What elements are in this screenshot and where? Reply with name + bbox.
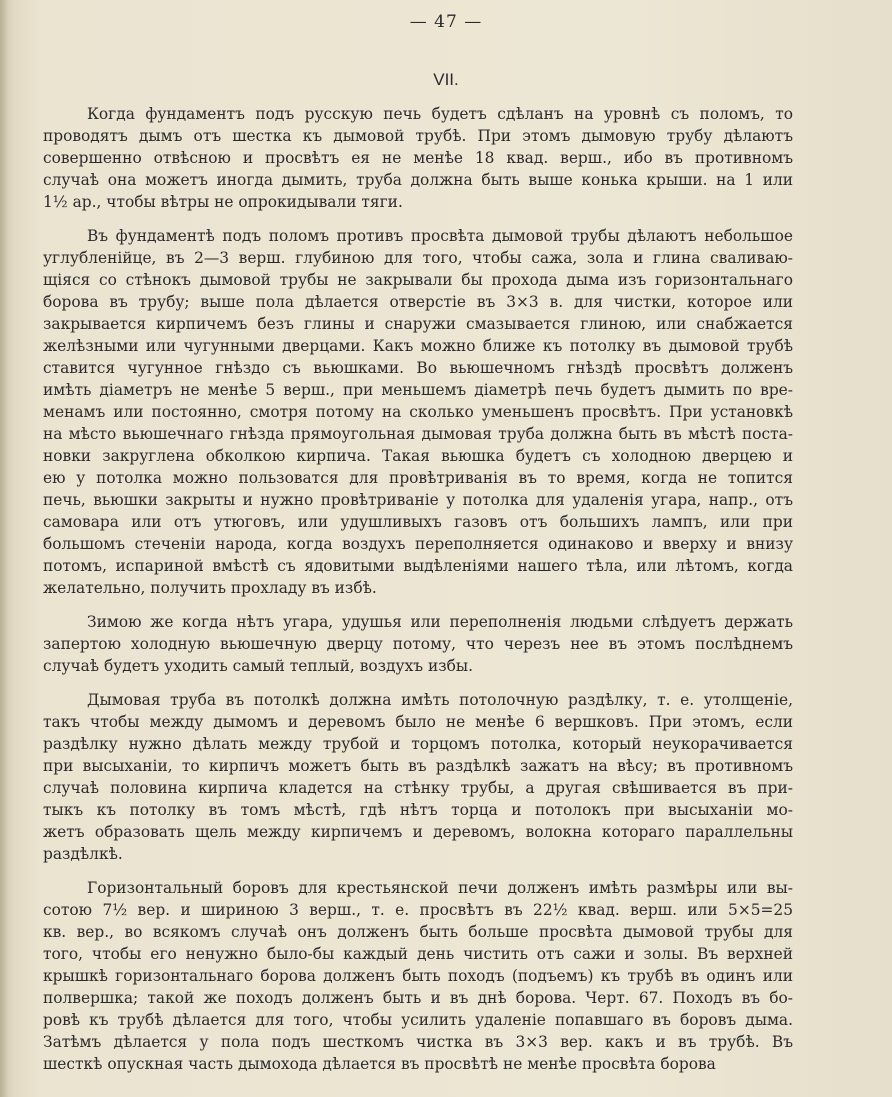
page-spine-shadow xyxy=(0,0,8,1097)
text-line: на мѣсто вьюшечнаго гнѣзда прямоугольная дымовая труба должна быть въ мѣстѣ поста- xyxy=(43,425,793,443)
text-line: Зимою же когда нѣтъ угара, удушья или переполненія людьми слѣдуетъ держать xyxy=(87,613,793,631)
text-line: сотою 7½ вер. и шириною 3 верш., т. е. просвѣтъ въ 22½ квад. верш. или 5×5=25 xyxy=(43,901,793,919)
page-number: — 47 — xyxy=(409,12,483,32)
text-line: потомъ, испариной вмѣстѣ съ ядовитыми выдѣленіями нашего тѣла, или лѣтомъ, когда xyxy=(43,557,793,575)
text-line: ровѣ къ трубѣ дѣлается для того, чтобы усилить удаленіе попавшаго въ боровъ дыма. xyxy=(43,1011,793,1029)
text-line: углубленійце, въ 2—3 верш. глубиною для того, чтобы сажа, зола и глина сваливаю- xyxy=(43,249,793,267)
text-line: раздѣлкѣ. xyxy=(43,845,123,863)
text-line: того, чтобы его ненужно было-бы каждый день чистить отъ сажи и золы. Въ верхней xyxy=(43,945,793,963)
text-line: печь, вьюшки закрыты и нужно провѣтриваніе у потолка для удаленія угара, напр., отъ xyxy=(43,491,793,509)
text-line: самовара или отъ утюговъ, или удушливыхъ газовъ отъ большихъ лампъ, или при xyxy=(43,513,793,531)
text-line: крышкѣ горизонтальнаго борова долженъ быть походъ (подъемъ) къ трубѣ въ одинъ или xyxy=(43,967,793,985)
text-line: раздѣлку нужно дѣлать между трубой и торцомъ потолка, который неукорачивается xyxy=(43,735,793,753)
section-heading: VII. xyxy=(433,70,459,89)
text-line: ставится чугунное гнѣздо съ вьюшками. Во вьюшечномъ гнѣздѣ просвѣтъ долженъ xyxy=(43,359,793,377)
text-line: шесткѣ опускная часть дымохода дѣлается въ просвѣтѣ не менѣе просвѣта борова xyxy=(43,1055,716,1073)
text-line: закрывается кирпичемъ безъ глины и снаружи смазывается глиною, или снабжается xyxy=(43,315,793,333)
text-line: такъ чтобы между дымомъ и деревомъ было не менѣе 6 вершковъ. При этомъ, если xyxy=(43,713,793,731)
text-line: тыкъ къ потолку въ томъ мѣстѣ, гдѣ нѣтъ торца и потолокъ при высыханіи мо- xyxy=(43,801,793,819)
text-line: запертою холодную вьюшечную дверцу потому, что черезъ нее въ этомъ послѣднемъ xyxy=(43,635,793,653)
text-line: случаѣ будетъ уходить самый теплый, воздухъ избы. xyxy=(43,657,473,675)
text-line: проводятъ дымъ отъ шестка къ дымовой трубѣ. При этомъ дымовую трубу дѣлаютъ xyxy=(43,127,793,145)
text-line: Когда фундаментъ подъ русскую печь будетъ сдѣланъ на уровнѣ съ поломъ, то xyxy=(87,105,793,123)
text-line: Горизонтальный боровъ для крестьянской печи долженъ имѣть размѣры или вы- xyxy=(87,879,793,897)
text-line: случаѣ она можетъ иногда дымить, труба должна быть выше конька крыши. на 1 или xyxy=(43,171,793,189)
paragraph xyxy=(43,225,793,599)
text-line: желательно, получить прохладу въ избѣ. xyxy=(43,579,377,597)
text-line: новки закруглена обколкою кирпича. Такая вьюшка будетъ съ холодною дверцею и xyxy=(43,447,793,465)
text-line: желѣзными или чугунными дверцами. Какъ можно ближе къ потолку въ дымовой трубѣ xyxy=(43,337,793,355)
text-line: щіяся со стѣнокъ дымовой трубы не закрывали бы прохода дыма изъ горизонтальнаго xyxy=(43,271,793,289)
text-line: ею у потолка можно пользоватся для провѣтриванія въ то время, когда не топится xyxy=(43,469,793,487)
paragraph xyxy=(43,103,793,213)
paragraph xyxy=(43,689,793,865)
text-line: случаѣ половина кирпича кладется на стѣнку трубы, а другая свѣшивается въ при- xyxy=(43,779,793,797)
paragraph xyxy=(43,877,793,1075)
text-line: менамъ или постоянно, смотря потому на сколько уменьшенъ просвѣтъ. При установкѣ xyxy=(43,403,793,421)
text-line: борова въ трубу; выше пола дѣлается отверстіе въ 3×3 в. для чистки, которое или xyxy=(43,293,793,311)
text-line: совершенно отвѣсною и просвѣтъ ея не менѣе 18 квад. верш., ибо въ противномъ xyxy=(43,149,793,167)
text-line: Дымовая труба въ потолкѣ должна имѣть потолочную раздѣлку, т. е. утолщеніе, xyxy=(87,691,793,709)
text-line: 1½ ар., чтобы вѣтры не опрокидывали тяги. xyxy=(43,193,403,211)
text-line: жетъ образовать щель между кирпичемъ и деревомъ, волокна котораго параллельны xyxy=(43,823,793,841)
text-line: кв. вер., во всякомъ случаѣ онъ долженъ быть больше просвѣта дымовой трубы для xyxy=(43,923,793,941)
text-line: полвершка; такой же походъ долженъ быть и въ днѣ борова. Черт. 67. Походъ въ бо- xyxy=(43,989,793,1007)
text-line: при высыханіи, то кирпичъ можетъ быть въ раздѣлкѣ зажатъ на вѣсу; въ противномъ xyxy=(43,757,793,775)
text-line: большомъ стеченіи народа, когда воздухъ переполняется одинаково и вверху и внизу xyxy=(43,535,793,553)
text-line: Въ фундаментѣ подъ поломъ противъ просвѣта дымовой трубы дѣлаютъ небольшое xyxy=(87,227,793,245)
text-line: Затѣмъ дѣлается у пола подъ шесткомъ чистка въ 3×3 вер. какъ и въ трубѣ. Въ xyxy=(43,1033,793,1051)
body-text xyxy=(43,103,793,1075)
text-line: имѣть діаметръ не менѣе 5 верш., при меньшемъ діаметрѣ печь будетъ дымить по вре- xyxy=(43,381,793,399)
paragraph xyxy=(43,611,793,677)
